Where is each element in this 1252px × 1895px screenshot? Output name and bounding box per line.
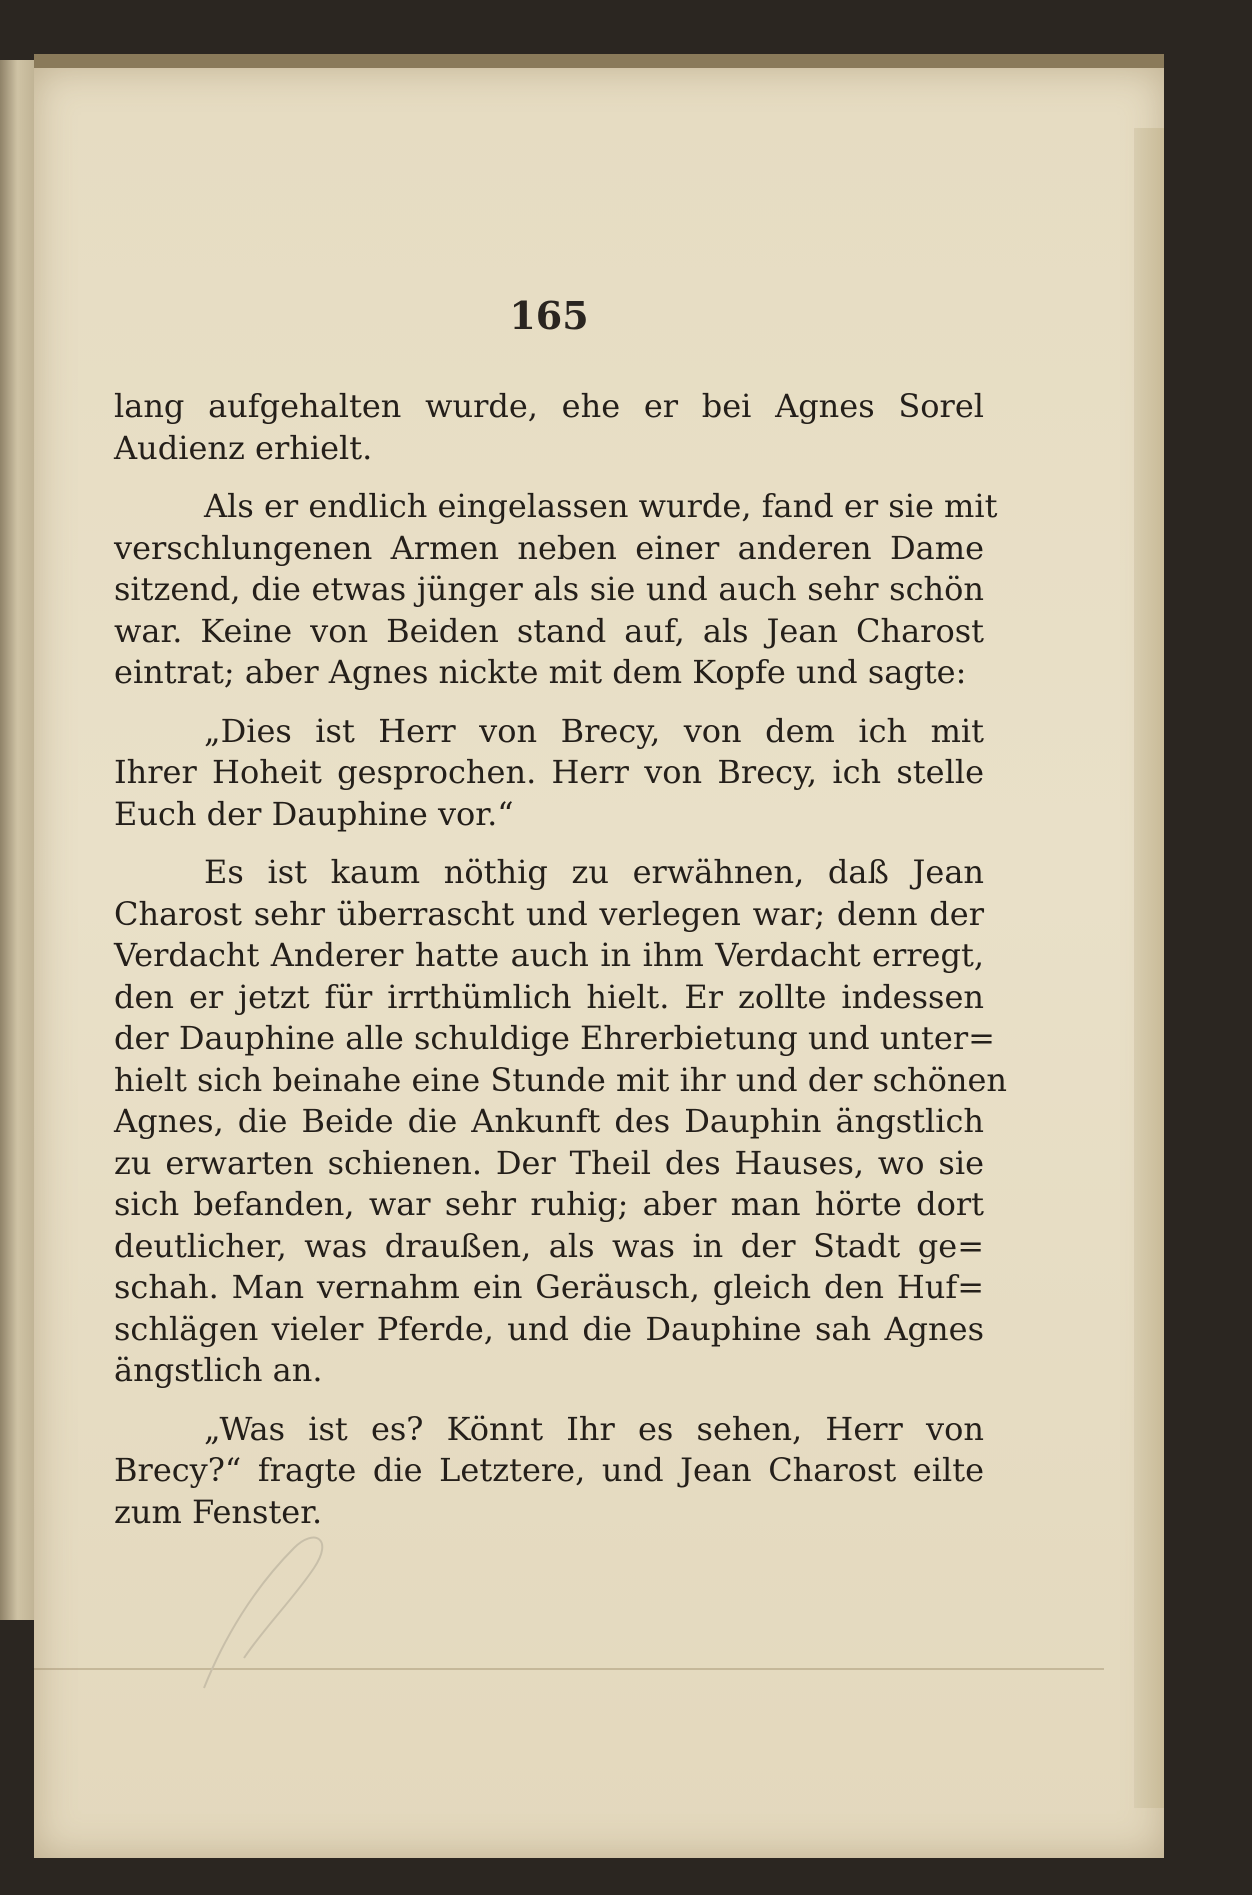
text-line: Agnes, die Beide die Ankunft des Dauphin ängstlich (114, 1102, 984, 1140)
text-line: ängstlich an. (114, 1351, 323, 1389)
text-line: Es ist kaum nöthig zu erwähnen, daß Jean (204, 853, 984, 891)
text-line: Brecy?“ fragte die Letztere, und Jean Charost eilte (114, 1451, 984, 1489)
text-line: der Dauphine alle schuldige Ehrerbietung und unter= (114, 1019, 995, 1057)
text-line: Audienz erhielt. (114, 428, 373, 467)
paragraph (114, 711, 984, 836)
text-line: zu erwarten schienen. Der Theil des Hauses, wo sie (114, 1143, 984, 1182)
text-line: war. Keine von Beiden stand auf, als Jean Charost (114, 611, 984, 650)
body-text (114, 386, 1008, 1550)
text-line: lang aufgehalten wurde, ehe er bei Agnes Sorel (114, 387, 984, 425)
text-line: verschlungenen Armen neben einer anderen Dame (114, 528, 984, 567)
text-line: sich befanden, war sehr ruhig; aber man hörte dort (114, 1185, 984, 1223)
text-line: hielt sich beinahe eine Stunde mit ihr und der schönen (114, 1060, 1008, 1099)
paragraph (114, 486, 998, 694)
text-line: deutlicher, was draußen, als was in der Stadt ge= (114, 1226, 984, 1265)
text-line: zum Fenster. (114, 1492, 323, 1531)
text-line: „Was ist es? Könnt Ihr es sehen, Herr von (204, 1409, 984, 1448)
text-line: Charost sehr überrascht und verlegen war; denn der (114, 894, 984, 933)
page-edge-shadow (1134, 128, 1164, 1808)
text-line: schlägen vieler Pferde, und die Dauphine sah Agnes (114, 1309, 984, 1348)
text-line: sitzend, die etwas jünger als sie und auch sehr schön (114, 570, 984, 608)
paragraph (114, 386, 984, 469)
text-line: schah. Man vernahm ein Geräusch, gleich den Huf= (114, 1268, 984, 1306)
page-number: 165 (509, 293, 589, 338)
text-line: Als er endlich eingelassen wurde, fand er sie mit (204, 487, 998, 525)
pencil-mark (184, 1508, 354, 1698)
text-line: „Dies ist Herr von Brecy, von dem ich mit (204, 711, 984, 750)
text-line: Verdacht Anderer hatte auch in ihm Verdacht erregt, (114, 936, 984, 974)
book-page (34, 54, 1164, 1858)
text-line: eintrat; aber Agnes nickte mit dem Kopfe und sagte: (114, 653, 967, 691)
text-line: den er jetzt für irrthümlich hielt. Er zollte indessen (114, 977, 984, 1016)
text-line: Ihrer Hoheit gesprochen. Herr von Brecy, ich stelle (114, 753, 984, 791)
text-line: Euch der Dauphine vor.“ (114, 794, 514, 833)
paragraph (114, 852, 1008, 1392)
